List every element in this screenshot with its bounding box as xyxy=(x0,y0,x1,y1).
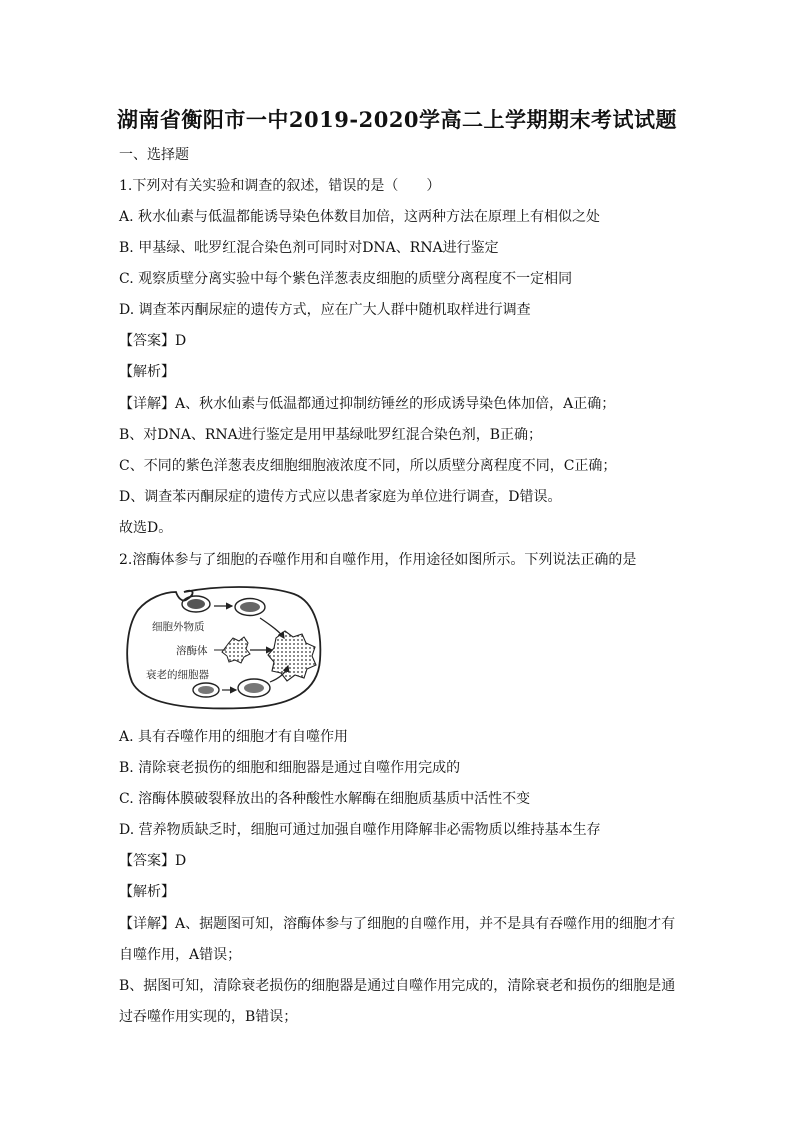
q1-option-d: D. 调查苯丙酮尿症的遗传方式，应在广大人群中随机取样进行调查 xyxy=(119,302,531,318)
q1-answer: 【答案】D xyxy=(119,333,187,349)
q2-detail-b-line1: B、据图可知，清除衰老损伤的细胞器是通过自噬作用完成的，清除衰老和损伤的细胞是通 xyxy=(119,978,676,994)
label-lysosome: 溶酶体 xyxy=(176,645,208,657)
autophagosome-inner xyxy=(244,683,264,693)
q1-detail-c: C、不同的紫色洋葱表皮细胞细胞液浓度不同，所以质壁分离程度不同，C正确； xyxy=(119,458,617,474)
section-heading: 一、选择题 xyxy=(119,147,189,163)
q1-conclusion: 故选D。 xyxy=(119,520,173,536)
q2-option-b: B. 清除衰老损伤的细胞和细胞器是通过自噬作用完成的 xyxy=(119,760,461,776)
q2-option-d: D. 营养物质缺乏时，细胞可通过加强自噬作用降解非必需物质以维持基本生存 xyxy=(119,822,601,838)
aging-organelle-inner xyxy=(198,686,214,694)
phagosome-right-inner xyxy=(240,602,260,612)
lysosome-pathway-figure xyxy=(124,582,324,714)
label-extracellular: 细胞外物质 xyxy=(152,621,205,633)
q1-analysis-heading: 【解析】 xyxy=(119,364,175,380)
q2-stem: 2.溶酶体参与了细胞的吞噬作用和自噬作用，作用途径如图所示。下列说法正确的是 xyxy=(119,552,637,568)
label-aging-organelle: 衰老的细胞器 xyxy=(146,669,209,681)
q1-detail-d: D、调查苯丙酮尿症的遗传方式应以患者家庭为单位进行调查，D错误。 xyxy=(119,489,562,505)
q1-stem: 1.下列对有关实验和调查的叙述，错误的是（ ） xyxy=(119,178,441,194)
q2-analysis-heading: 【解析】 xyxy=(119,884,175,900)
q2-detail-a-line2: 自噬作用，A错误； xyxy=(119,947,242,963)
q2-option-c: C. 溶酶体膜破裂释放出的各种酸性水解酶在细胞质基质中活性不变 xyxy=(119,791,531,807)
q2-detail-a-line1: 【详解】A、据题图可知，溶酶体参与了细胞的自噬作用，并不是具有吞噬作用的细胞才有 xyxy=(119,916,676,932)
q2-option-a: A. 具有吞噬作用的细胞才有自噬作用 xyxy=(119,729,349,745)
autolysosome xyxy=(268,631,316,681)
q1-detail-b: B、对DNA、RNA进行鉴定是用甲基绿吡罗红混合染色剂，B正确； xyxy=(119,427,543,443)
q1-detail-a: 【详解】A、秋水仙素与低温都通过抑制纺锤丝的形成诱导染色体加倍，A正确； xyxy=(119,396,616,412)
q1-option-b: B. 甲基绿、吡罗红混合染色剂可同时对DNA、RNA进行鉴定 xyxy=(119,240,499,256)
q1-option-a: A. 秋水仙素与低温都能诱导染色体数目加倍，这两种方法在原理上有相似之处 xyxy=(119,209,601,225)
lysosome xyxy=(222,637,250,663)
page-title: 湖南省衡阳市一中2019-2020学高二上学期期末考试试题 xyxy=(116,107,678,132)
q2-answer: 【答案】D xyxy=(119,853,187,869)
q1-option-c: C. 观察质壁分离实验中每个紫色洋葱表皮细胞的质壁分离程度不一定相同 xyxy=(119,271,573,287)
q2-detail-b-line2: 过吞噬作用实现的，B错误； xyxy=(119,1009,298,1025)
extracellular-material xyxy=(187,599,205,609)
